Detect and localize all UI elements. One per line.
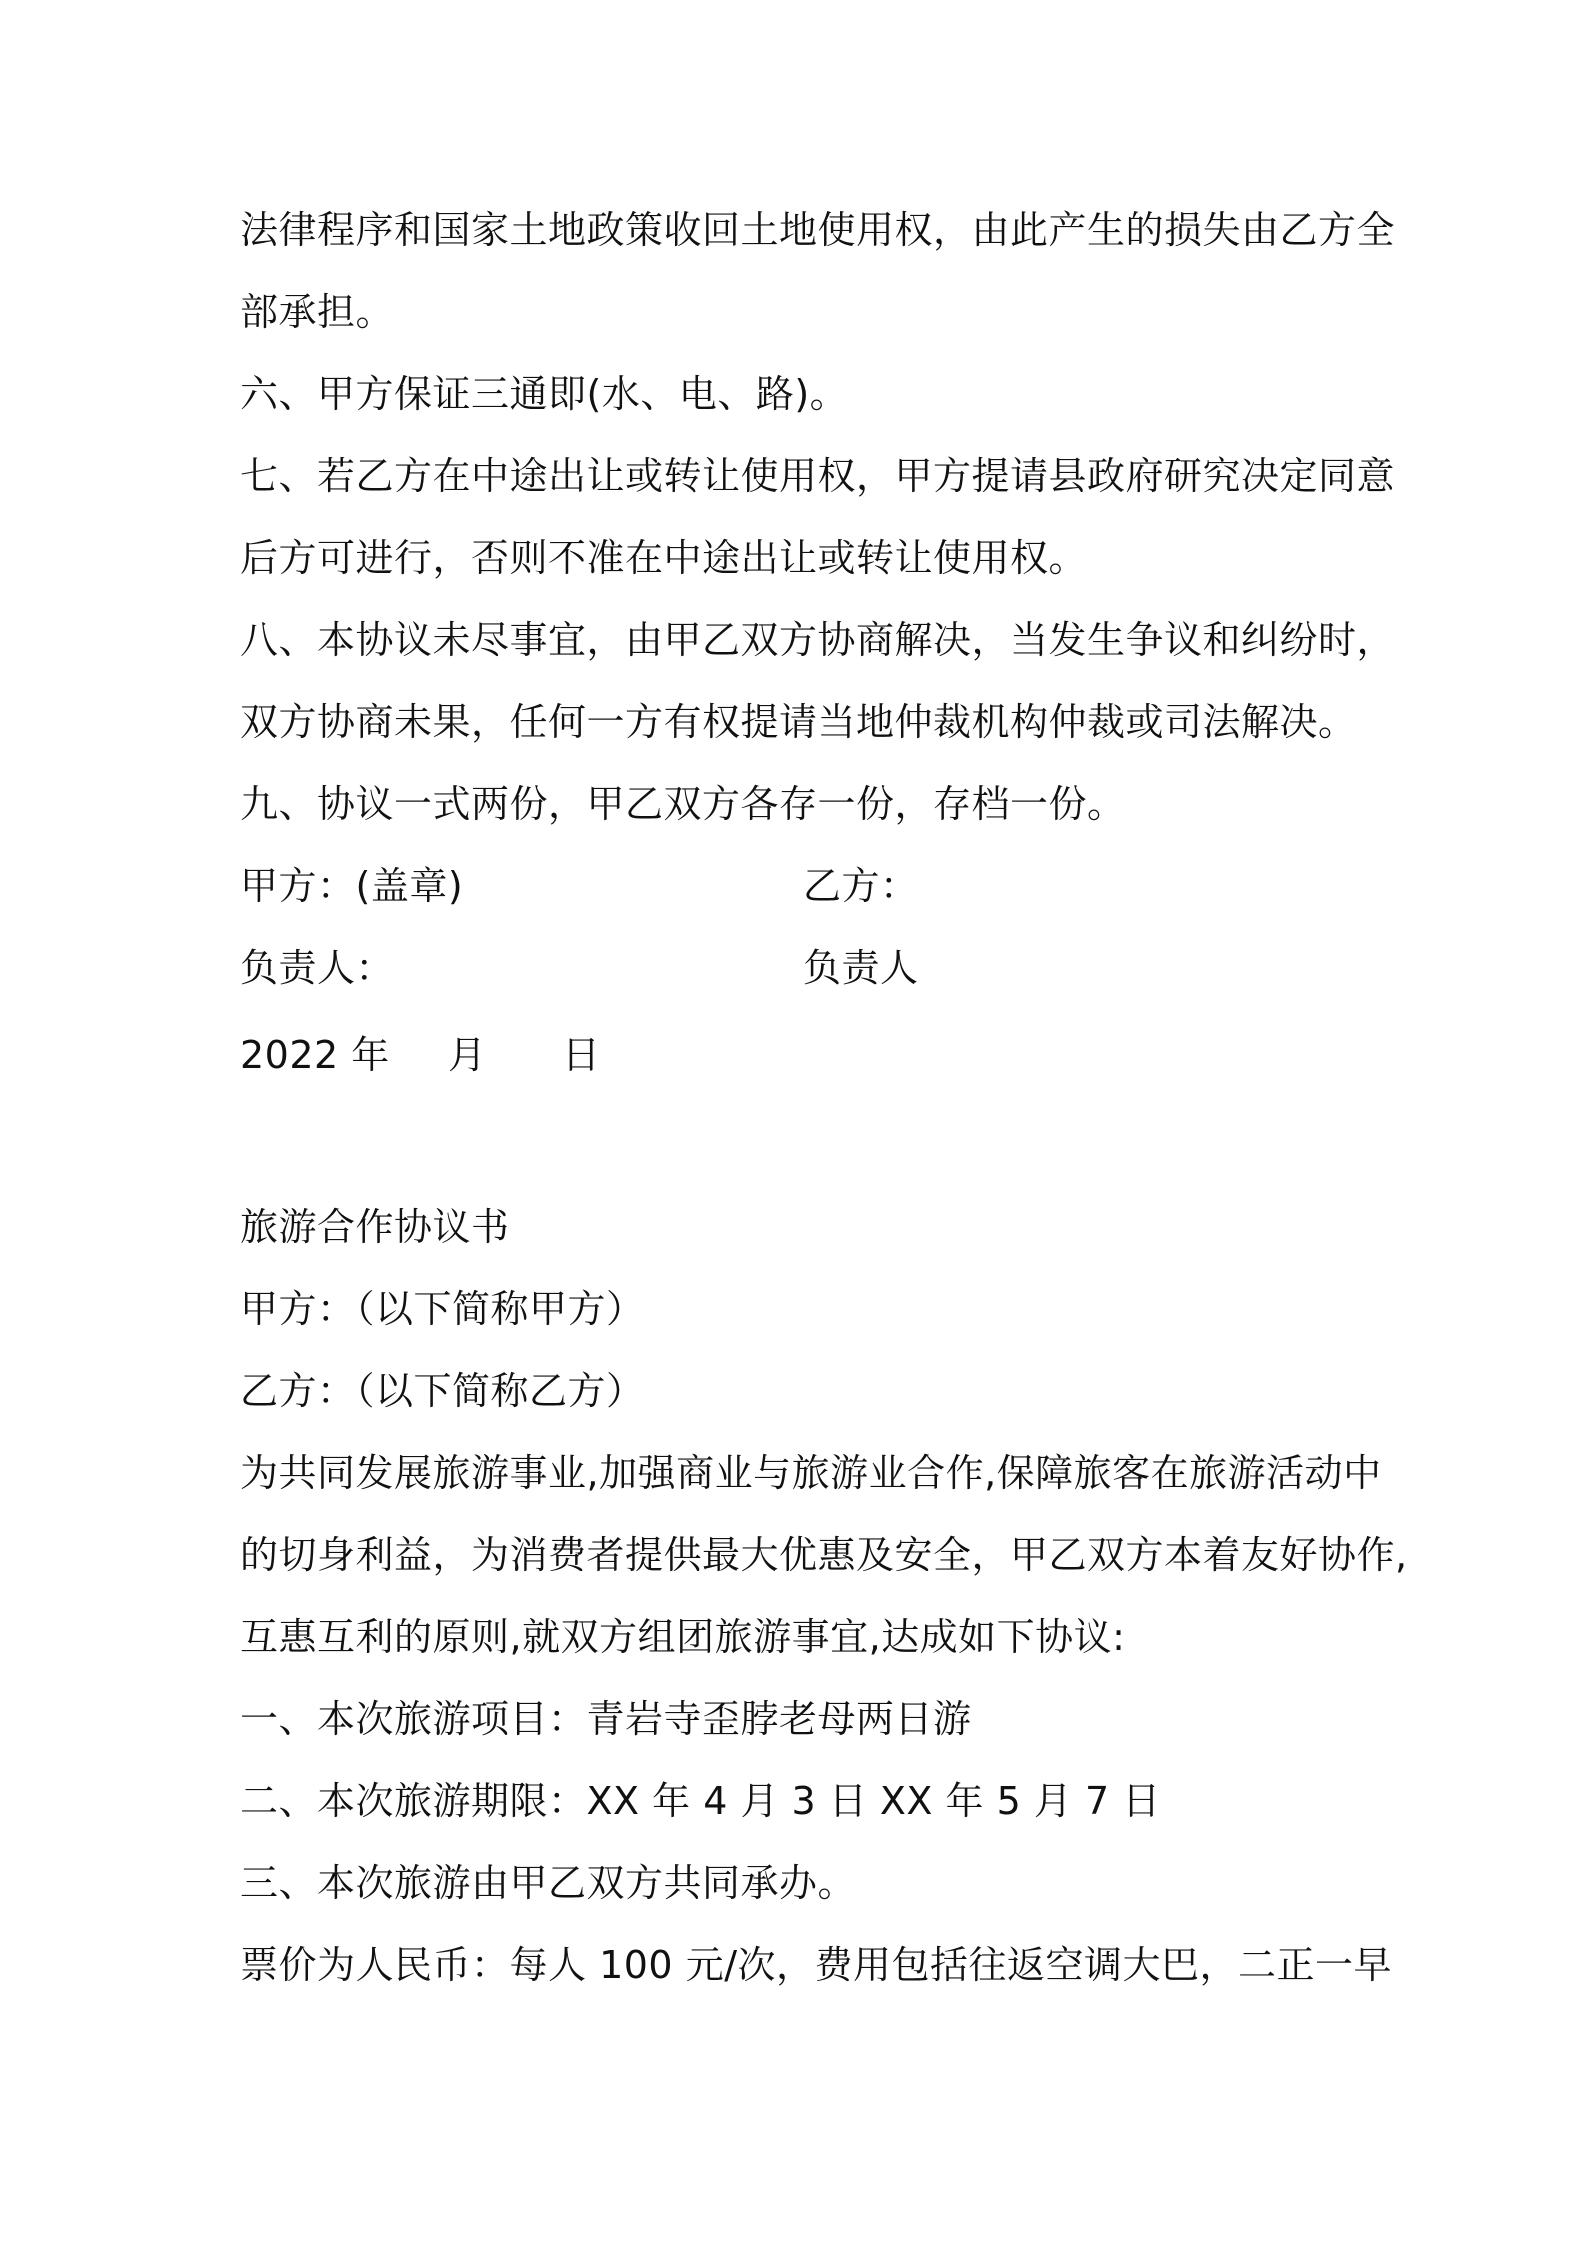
preamble-line: 的切身利益，为消费者提供最大优惠及安全，甲乙双方本着友好协作,: [240, 1533, 1408, 1577]
clause-one: 一、本次旅游项目：青岩寺歪脖老母两日游: [240, 1697, 972, 1741]
party-b-line: 乙方：（以下简称乙方）: [240, 1369, 645, 1413]
party-a-seal-label: 甲方：(盖章): [240, 864, 464, 908]
ticket-price-line: 票价为人民币：每人 100 元/次，费用包括往返空调大巴，二正一早: [240, 1943, 1392, 1987]
party-b-representative-label: 负责人: [803, 946, 919, 990]
date-year: 2022 年: [240, 1033, 390, 1077]
signature-row-party: [240, 861, 1360, 911]
clause-three: 三、本次旅游由甲乙双方共同承办。: [240, 1861, 857, 1905]
date-line: [240, 1030, 1360, 1080]
clause-eight: 八、本协议未尽事宜，由甲乙双方协商解决，当发生争议和纠纷时，: [240, 618, 1396, 662]
clause-seven: 七、若乙方在中途出让或转让使用权，甲方提请县政府研究决定同意: [240, 454, 1396, 498]
clause-two: 二、本次旅游期限：XX 年 4 月 3 日 XX 年 5 月 7 日: [240, 1779, 1161, 1823]
clause-nine: 九、协议一式两份，甲乙双方各存一份，存档一份。: [240, 782, 1126, 826]
preamble-line: 互惠互利的原则,就双方组团旅游事宜,达成如下协议:: [240, 1615, 1126, 1659]
date-day: 日: [562, 1033, 601, 1077]
paragraph-line: 部承担。: [240, 290, 395, 334]
clause-six: 六、甲方保证三通即(水、电、路)。: [240, 372, 849, 416]
preamble-line: 为共同发展旅游事业,加强商业与旅游业合作,保障旅客在旅游活动中: [240, 1451, 1382, 1495]
paragraph-line: 后方可进行，否则不准在中途出让或转让使用权。: [240, 536, 1088, 580]
party-a-representative-label: 负责人：: [240, 946, 395, 990]
agreement-title: 旅游合作协议书: [240, 1205, 510, 1249]
party-a-line: 甲方：（以下简称甲方）: [240, 1287, 645, 1331]
date-month: 月: [448, 1033, 487, 1077]
signature-row-representative: [240, 943, 1360, 993]
paragraph-line: 双方协商未果，任何一方有权提请当地仲裁机构仲裁或司法解决。: [240, 700, 1357, 744]
paragraph-line: 法律程序和国家土地政策收回土地使用权，由此产生的损失由乙方全: [240, 208, 1396, 252]
party-b-label: 乙方：: [803, 864, 919, 908]
